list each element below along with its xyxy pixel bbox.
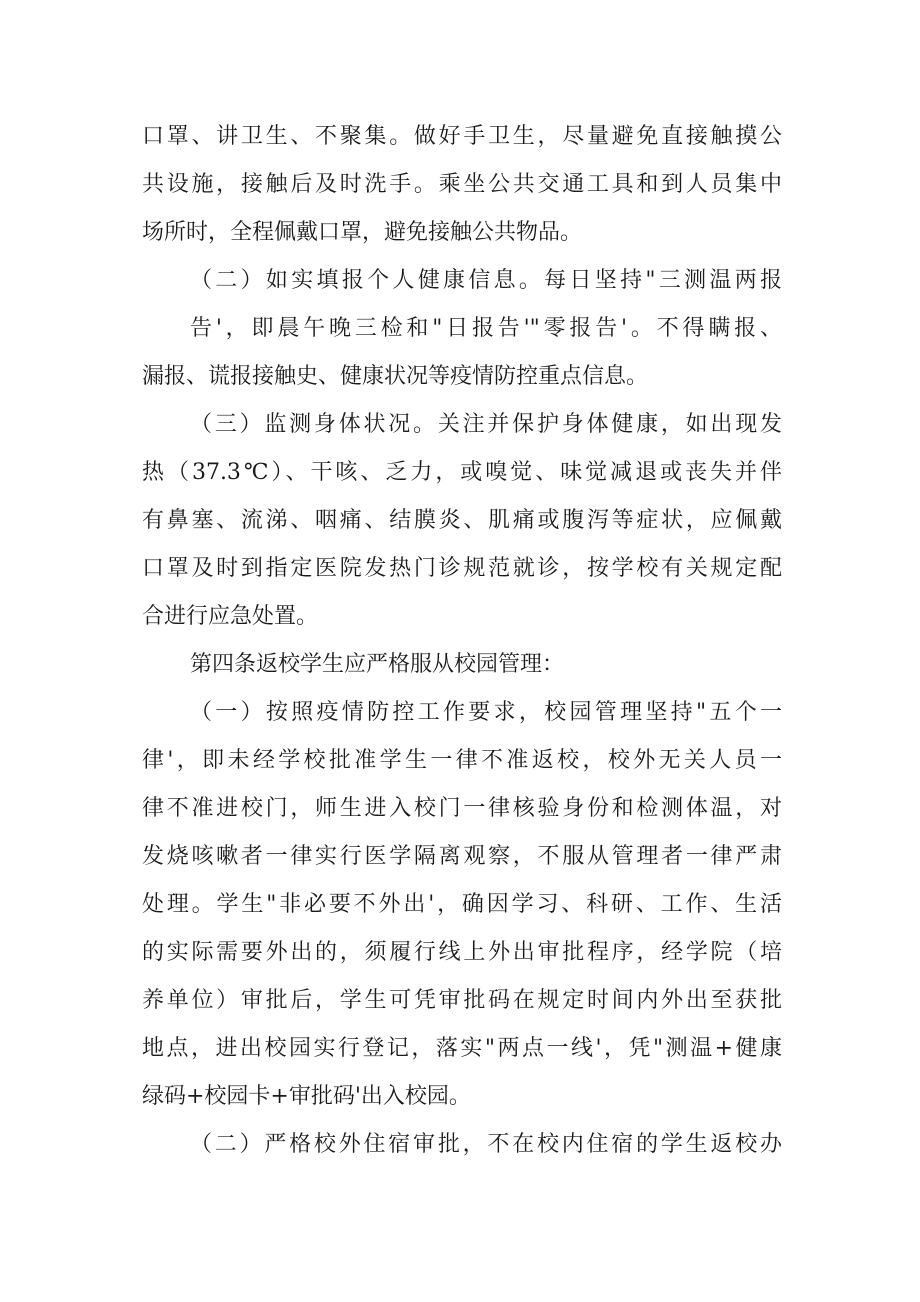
text-line: 律'，即未经学校批准学生一律不准返校，校外无关人员一 [142, 748, 782, 773]
text-line: 的实际需要外出的，须履行线上外出审批程序，经学院（培 [142, 940, 782, 965]
text-line: （二）严格校外住宿审批，不在校内住宿的学生返校办 [190, 1132, 782, 1157]
text-line: 告'，即晨午晚三检和"日报告'"零报告'。不得瞒报、 [190, 316, 782, 341]
text-line: 处理。学生"非必要不外出'，确因学习、科研、工作、生活 [142, 892, 782, 917]
text-line: 合进行应急处置。 [142, 604, 319, 629]
text-line: 律不准进校门，师生进入校门一律核验身份和检测体温，对 [142, 796, 782, 821]
text-line: 漏报、谎报接触史、健康状况等疫情防控重点信息。 [142, 364, 649, 389]
text-line: （三）监测身体状况。关注并保护身体健康，如出现发 [190, 412, 782, 437]
text-line: 发烧咳嗽者一律实行医学隔离观察，不服从管理者一律严肃 [142, 844, 782, 869]
text-line: 场所时，全程佩戴口罩，避免接触公共物品。 [142, 220, 583, 245]
text-line: （一）按照疫情防控工作要求，校园管理坚持"五个一 [190, 700, 782, 725]
text-line: 绿码+校园卡+审批码'出入校园。 [142, 1084, 471, 1109]
section-heading: 第四条返校学生应严格服从校园管理： [190, 652, 565, 677]
text-line: 热（37.3℃）、干咳、乏力，或嗅觉、味觉减退或丧失并伴 [142, 460, 782, 485]
text-line: 养单位）审批后，学生可凭审批码在规定时间内外出至获批 [142, 988, 782, 1013]
text-line: （二）如实填报个人健康信息。每日坚持"三测温两报 [190, 268, 782, 293]
text-line: 口罩、讲卫生、不聚集。做好手卫生，尽量避免直接触摸公 [142, 124, 782, 149]
text-line: 有鼻塞、流涕、咽痛、结膜炎、肌痛或腹泻等症状，应佩戴 [142, 508, 782, 533]
text-line: 地点，进出校园实行登记，落实"两点一线'，凭"测温+健康 [142, 1036, 782, 1061]
text-line: 共设施，接触后及时洗手。乘坐公共交通工具和到人员集中 [142, 172, 782, 197]
text-line: 口罩及时到指定医院发热门诊规范就诊，按学校有关规定配 [142, 556, 782, 581]
